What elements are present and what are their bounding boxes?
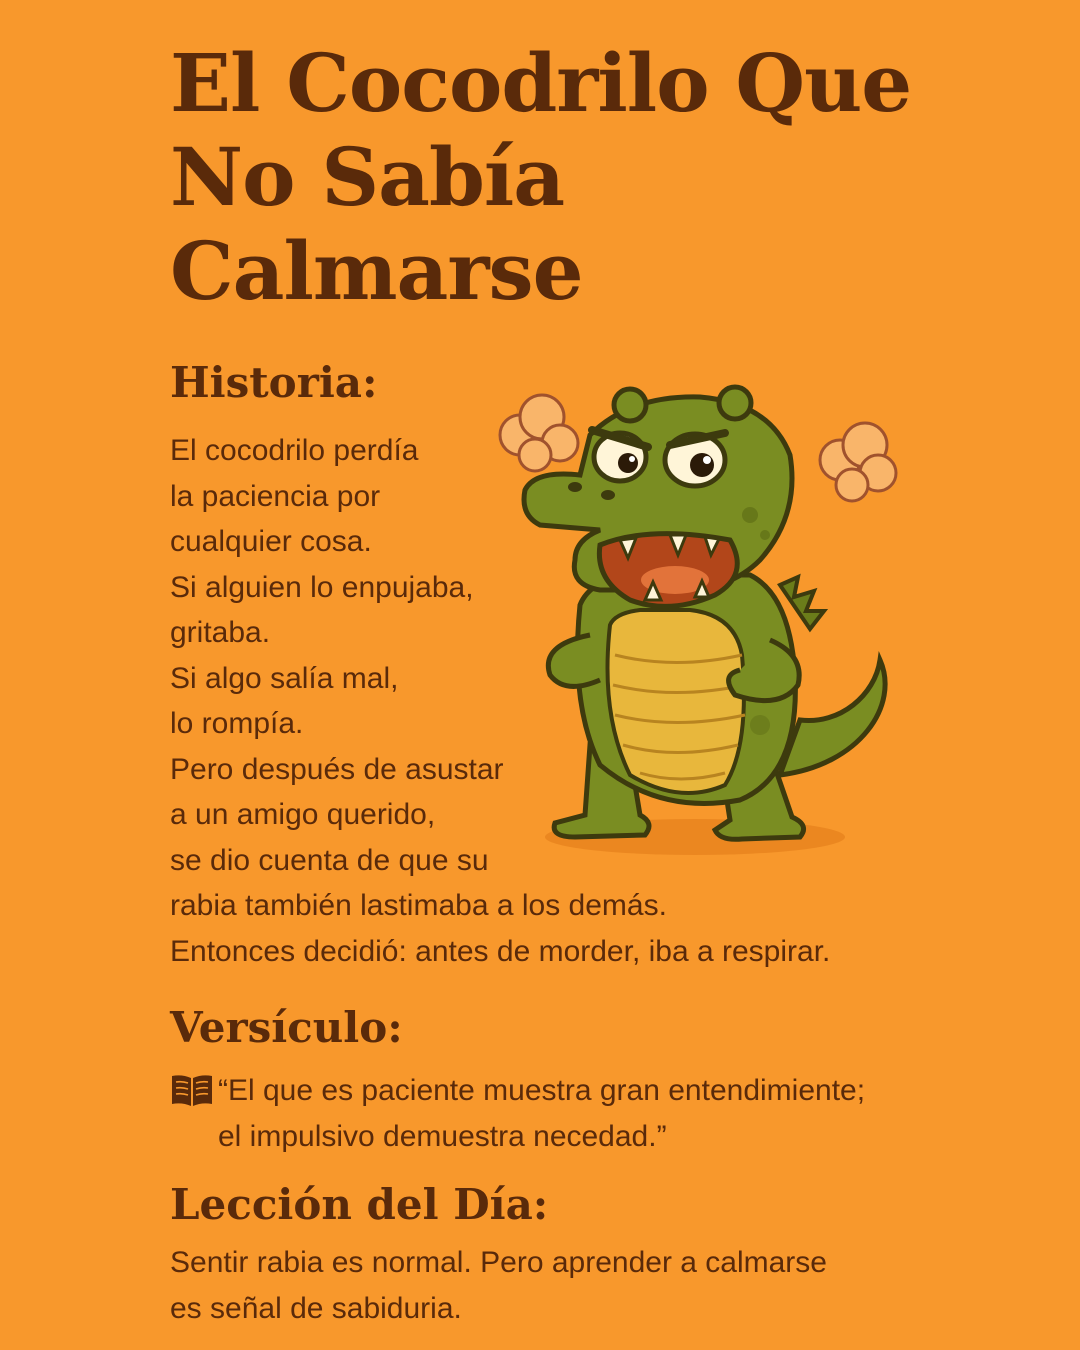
leccion-line-1: Sentir rabia es normal. Pero aprender a calmarse — [170, 1246, 827, 1279]
historia-line: Si alguien lo enpujaba, — [170, 570, 474, 604]
historia-line: El cocodrilo perdía — [170, 434, 419, 467]
historia-line: se dio cuenta de que su — [170, 843, 489, 877]
open-book-icon — [170, 1072, 214, 1108]
steam-puff-right-icon — [820, 423, 896, 501]
historia-heading: Historia: — [170, 358, 378, 407]
verse-line-2: el impulsivo demuestra necedad.” — [218, 1120, 667, 1153]
title-line-2: No Sabía — [170, 130, 565, 224]
leccion-text — [170, 1240, 827, 1331]
historia-line: Si algo salía mal, — [170, 661, 399, 695]
historia-line: Entonces decidió: antes de morder, iba a respirar. — [170, 934, 831, 968]
verse-line-1: “El que es paciente muestra gran entendimiente; — [218, 1074, 866, 1107]
angry-crocodile-illustration — [480, 375, 910, 875]
versiculo-heading: Versículo: — [170, 1003, 403, 1052]
historia-line: la paciencia por — [170, 479, 381, 513]
historia-line: lo rompía. — [170, 707, 304, 740]
historia-line: rabia también lastimaba a los demás. — [170, 889, 667, 922]
historia-line: Pero después de asustar — [170, 752, 504, 786]
title-line-1: El Cocodrilo Que — [170, 36, 912, 130]
historia-line: a un amigo querido, — [170, 798, 436, 831]
title-line-3: Calmarse — [170, 224, 583, 318]
leccion-line-2: es señal de sabiduria. — [170, 1291, 462, 1325]
historia-line: gritaba. — [170, 616, 271, 649]
leccion-heading: Lección del Día: — [170, 1180, 549, 1229]
page-title — [170, 36, 1030, 318]
historia-line: cualquier cosa. — [170, 525, 372, 558]
steam-puff-left-icon — [500, 395, 578, 471]
